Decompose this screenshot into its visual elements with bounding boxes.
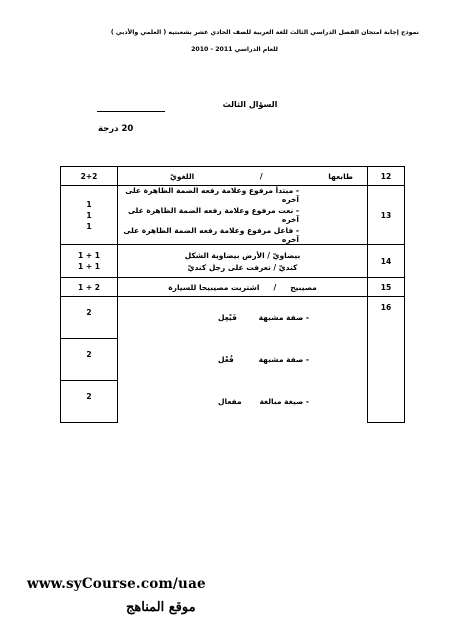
separator: / [259,171,263,181]
mark-cell: 2 [61,381,118,423]
answer-description: - صيغة مبالغة [259,397,309,406]
answer-cell [118,245,368,278]
answers-table [60,166,405,423]
question-number: 12 [368,167,405,186]
grade-underline [97,111,165,112]
table-row [61,381,405,423]
answer-word: فَيْعِل [218,313,237,323]
answer-cell [118,297,368,339]
table-row [61,297,405,339]
answer-line: كنديّ / تعرفت على رجل كنديّ [187,262,298,272]
mark-cell [61,245,118,278]
question-number [368,339,405,381]
answer-description: - صفة مشبهة [258,313,309,323]
question-number: 16 [368,297,405,339]
mark-value: 1 [86,221,92,231]
answer-text: اللغويّ [170,171,195,181]
mark-cell: 2 [61,297,118,339]
answer-line: - فاعل مرفوع وعلامة رفعه الضمة الظاهرة على آخره [118,226,299,244]
answer-text: طابعها [328,171,353,181]
question-number [368,381,405,423]
answer-text: مصيبيح [290,282,317,292]
table-row [61,245,405,278]
total-grade: 20 درجة [98,124,134,134]
answer-cell [118,186,368,245]
table-row [61,186,405,245]
mark-cell: 2 [61,339,118,381]
section-title: السؤال الثالث [222,100,278,109]
mark-value: 1 + 1 [78,262,100,271]
separator: / [273,282,277,292]
answer-word: فُعْل [218,355,234,364]
mark-cell [61,186,118,245]
answer-text: اشتريت مصيبيحا للسيارة [168,282,260,292]
mark-value: 1 + 1 [78,251,100,260]
question-number: 13 [368,186,405,245]
answer-line: بيضاويّ / الأرض بيضاوية الشكل [184,250,301,260]
mark-value: 1 [86,210,92,220]
table-row [61,167,405,186]
question-number: 15 [368,278,405,297]
header-line-1: نموذج إجابة امتحان الفصل الدراسي الثالث للغة العربية للصف الحادي عشر بشعبتيه ( العلمي والأدبي ) [110,29,419,36]
table-row [61,339,405,381]
answer-cell [118,278,368,297]
answer-cell [118,381,368,423]
question-number: 14 [368,245,405,278]
table-row [61,278,405,297]
mark-value: 1 [86,199,92,209]
answer-cell [118,339,368,381]
answer-description: - صفة مشبهة [258,355,309,364]
mark-cell: 2+2 [61,167,118,186]
site-url: www.syCourse.com/uae [27,576,206,592]
answer-word: مفعال [218,397,242,406]
site-label: موقع المناهج [126,600,196,615]
answer-line: - مبتدأ مرفوع وعلامة رفعه الضمة الظاهرة على آخره [118,186,299,204]
header-line-2: للعام الدراسي 2011 - 2010 [191,46,278,53]
mark-cell: 1 + 2 [61,278,118,297]
answer-line: - نعت مرفوع وعلامة رفعه الضمة الظاهرة على آخره [118,206,299,224]
answer-cell [118,167,368,186]
